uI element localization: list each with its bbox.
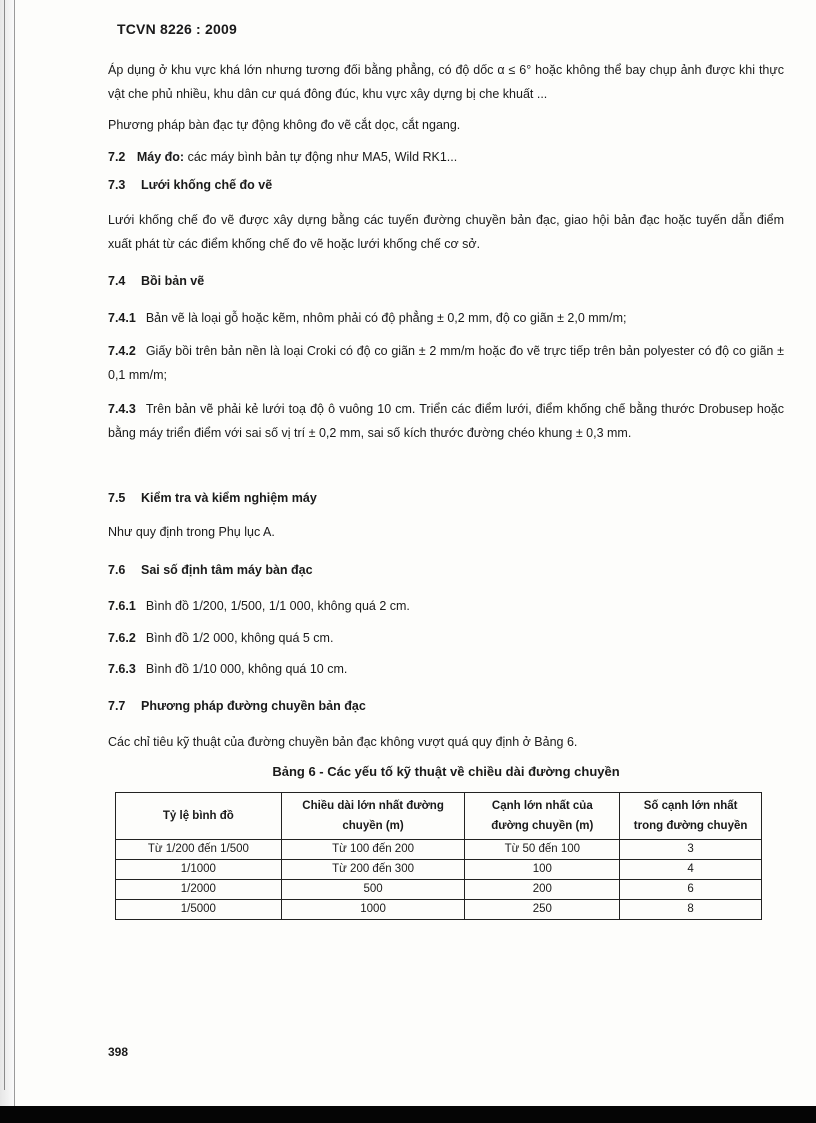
item-7-6-3 xyxy=(108,657,784,681)
table-cell: Từ 50 đến 100 xyxy=(465,840,620,860)
section-number: 7.3 xyxy=(108,178,126,192)
section-title: Phương pháp đường chuyền bản đạc xyxy=(141,699,366,713)
item-7-4-3 xyxy=(108,397,784,445)
section-text: các máy bình bản tự động như MA5, Wild RK1... xyxy=(184,150,458,164)
section-title: Kiểm tra và kiểm nghiệm máy xyxy=(141,491,317,505)
table-cell: 6 xyxy=(620,880,762,900)
item-number: 7.4.2 xyxy=(108,344,136,358)
item-number: 7.6.3 xyxy=(108,662,136,676)
table-cell: 250 xyxy=(465,900,620,920)
table-cell: 1/1000 xyxy=(116,860,282,880)
header-cell-max-length: Chiều dài lớn nhất đường chuyền (m) xyxy=(281,793,465,840)
table-cell: Từ 100 đến 200 xyxy=(281,840,465,860)
header-cell-scale: Tỷ lệ bình đồ xyxy=(116,793,282,840)
scan-binding-edge xyxy=(0,0,15,1123)
table-cell: 500 xyxy=(281,880,465,900)
table-cell: 8 xyxy=(620,900,762,920)
table-row xyxy=(116,860,762,880)
table-cell: 200 xyxy=(465,880,620,900)
document-title: TCVN 8226 : 2009 xyxy=(117,21,237,37)
table-cell: Từ 1/200 đến 1/500 xyxy=(116,840,282,860)
section-7-2 xyxy=(108,145,784,169)
section-number: 7.4 xyxy=(108,274,126,288)
item-7-6-2 xyxy=(108,626,784,650)
section-title: Sai số định tâm máy bàn đạc xyxy=(141,563,313,577)
item-text: Bình đồ 1/200, 1/500, 1/1 000, không quá 2 cm. xyxy=(145,599,410,613)
table-cell: 1/2000 xyxy=(116,880,282,900)
item-text: Trên bản vẽ phải kẻ lưới toạ độ ô vuông 10 cm. Triển các điểm lưới, điểm khống chế bằng thước Drobusep hoặc bằng máy triển điểm với sai số vị trí ± 0,2 mm, sai số kích thước đường chéo khung ± 0,3 mm. xyxy=(108,402,784,440)
section-heading-7-4 xyxy=(108,274,204,288)
section-label: Máy đo: xyxy=(136,150,185,164)
table-cell: 100 xyxy=(465,860,620,880)
section-number: 7.5 xyxy=(108,491,126,505)
section-number: 7.7 xyxy=(108,699,126,713)
section-heading-7-5 xyxy=(108,491,317,505)
section-number: 7.6 xyxy=(108,563,126,577)
header-cell-max-side-count: Số cạnh lớn nhất trong đường chuyền xyxy=(620,793,762,840)
section-number: 7.2 xyxy=(108,150,126,164)
item-number: 7.4.1 xyxy=(108,311,136,325)
section-heading-7-7 xyxy=(108,699,366,713)
page-number: 398 xyxy=(108,1045,129,1059)
spec-table xyxy=(115,792,762,920)
item-7-6-1 xyxy=(108,594,784,618)
section-heading-7-3 xyxy=(108,178,272,192)
item-number: 7.6.2 xyxy=(108,631,136,645)
table-cell: 4 xyxy=(620,860,762,880)
header-cell-max-side: Cạnh lớn nhất của đường chuyền (m) xyxy=(465,793,620,840)
scan-bottom-band xyxy=(0,1106,816,1123)
section-heading-7-6 xyxy=(108,563,313,577)
table-row xyxy=(116,880,762,900)
table-caption: Bảng 6 - Các yếu tố kỹ thuật về chiều dài đường chuyền xyxy=(272,764,620,779)
section-7-7-text: Các chỉ tiêu kỹ thuật của đường chuyền bản đạc không vượt quá quy định ở Bảng 6. xyxy=(108,735,578,749)
section-title: Bồi bản vẽ xyxy=(141,274,205,288)
table-row xyxy=(116,900,762,920)
section-title: Lưới khống chế đo vẽ xyxy=(141,178,273,192)
intro-paragraph-1: Áp dụng ở khu vực khá lớn nhưng tương đối bằng phẳng, có độ dốc α ≤ 6° hoặc không thể bay chụp ảnh được khi thực vật che phủ nhiều, khu dân cư quá đông đúc, khu vực xây dựng bị che khuất ... xyxy=(108,63,784,101)
item-7-4-2 xyxy=(108,339,784,387)
intro-paragraph-2: Phương pháp bàn đạc tự động không đo vẽ cắt dọc, cắt ngang. xyxy=(108,118,461,132)
item-text: Bình đồ 1/2 000, không quá 5 cm. xyxy=(145,631,334,645)
section-7-3-text: Lưới khống chế đo vẽ được xây dựng bằng các tuyến đường chuyền bản đạc, giao hội bản đạc hoặc tuyến dẫn điểm xuất phát từ các điểm khống chế đo vẽ hoặc lưới khống chế cơ sở. xyxy=(108,213,784,251)
table-cell: 3 xyxy=(620,840,762,860)
item-7-4-1 xyxy=(108,306,784,330)
item-text: Bình đồ 1/10 000, không quá 10 cm. xyxy=(145,662,348,676)
table-row xyxy=(116,840,762,860)
item-text: Giấy bồi trên bản nền là loại Croki có độ co giãn ± 2 mm/m hoặc đo vẽ trực tiếp trên bản polyester có độ co giãn ± 0,1 mm/m; xyxy=(108,344,784,382)
table-cell: 1000 xyxy=(281,900,465,920)
item-text: Bản vẽ là loại gỗ hoặc kẽm, nhôm phải có độ phẳng ± 0,2 mm, độ co giãn ± 2,0 mm/m; xyxy=(145,311,627,325)
item-number: 7.6.1 xyxy=(108,599,136,613)
table-cell: 1/5000 xyxy=(116,900,282,920)
section-7-5-text: Như quy định trong Phụ lục A. xyxy=(108,525,275,539)
table-cell: Từ 200 đến 300 xyxy=(281,860,465,880)
table-header-row xyxy=(116,793,762,840)
item-number: 7.4.3 xyxy=(108,402,136,416)
